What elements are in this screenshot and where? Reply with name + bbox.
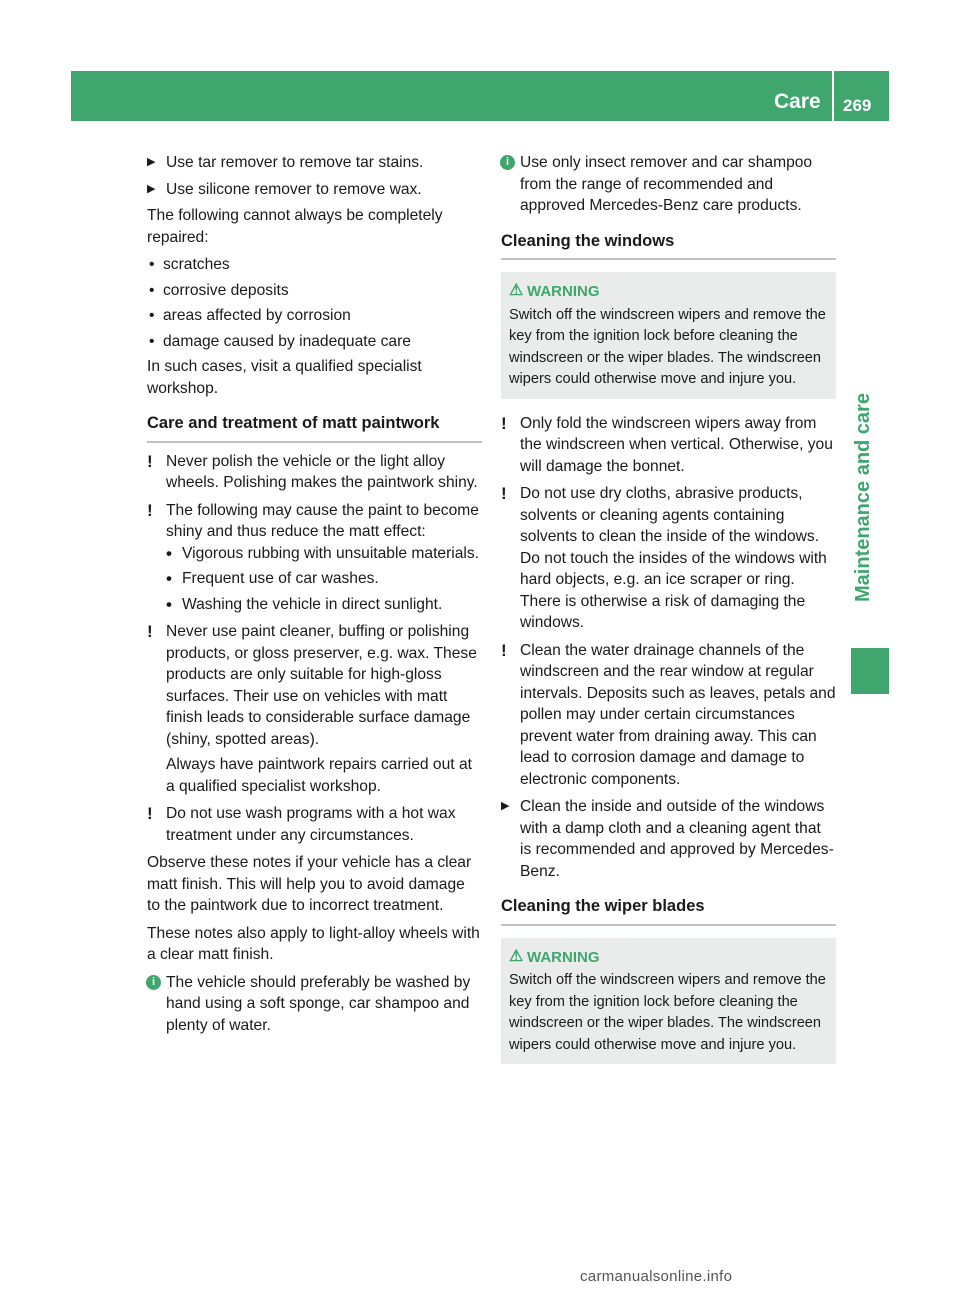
list-item: • damage caused by inadequate care [147,331,482,353]
side-tab-label: Maintenance and care [852,393,874,602]
info-icon: i [146,975,161,990]
list-item: • areas affected by corrosion [147,305,482,327]
paragraph: Observe these notes if your vehicle has a clear matt finish. This will help you to avoid damage to the paintwork due to incorrect treatment. [147,854,472,914]
arrow-icon: ▶ [501,800,510,812]
caution-note: ! The following may cause the paint to become shiny and thus reduce the matt effect: • Vigorous rubbing with unsuitable materials. • Frequent use of car washes. • Washing the vehicle in direct sunlight. [147,500,482,616]
heading-cleaning-windows: Cleaning the windows [501,231,836,261]
warning-triangle-icon: ⚠ [509,282,524,299]
bullet-icon: • [149,256,155,273]
header-bar [71,71,889,121]
instruction-step: ▶ Clean the inside and outside of the windows with a damp cloth and a cleaning agent that is recommended and approved by Mercedes-Benz. [501,798,834,880]
exclamation-icon: ! [147,500,153,520]
paragraph: The following cannot always be completely repaired: [147,207,443,246]
caution-note: ! Never use paint cleaner, buffing or polishing products, or gloss preserver, e.g. wax. These products are only suitable for high-gloss surfaces. Their use on vehicles with matt finish leads to considerable surface damage (shiny, spotted areas). Always have paintwork repairs carried out at a qualified specialist workshop. [147,622,477,795]
exclamation-icon: ! [501,484,507,503]
exclamation-icon: ! [147,622,153,641]
bullet-icon: • [166,594,172,614]
page-number: 269 [843,96,872,115]
bullet-icon: • [166,543,172,563]
instruction-step: ▶ Use tar remover to remove tar stains. [147,152,482,174]
right-column [501,152,836,1078]
left-column [147,152,482,1042]
header-divider [832,71,834,121]
list-item: • Vigorous rubbing with unsuitable materials. [166,543,480,563]
warning-title: ⚠ WARNING [509,947,600,966]
caution-note: ! Only fold the windscreen wipers away from the windscreen when vertical. Otherwise, you will damage the bonnet. [501,413,833,475]
arrow-icon: ▶ [147,156,156,168]
heading-cleaning-wiper-blades: Cleaning the wiper blades [501,896,836,926]
warning-triangle-icon: ⚠ [509,947,524,965]
bullet-icon: • [149,281,155,299]
arrow-icon: ▶ [147,182,156,195]
list-item: • Washing the vehicle in direct sunlight. [166,594,443,614]
paragraph: In such cases, visit a qualified specialist workshop. [147,358,422,397]
exclamation-icon: ! [147,451,153,471]
caution-note: ! Never polish the vehicle or the light alloy wheels. Polishing makes the paintwork shiny. [147,451,478,491]
exclamation-icon: ! [147,804,153,823]
paragraph: These notes also apply to light-alloy wheels with a clear matt finish. [147,924,480,963]
info-note: i The vehicle should preferably be washed by hand using a soft sponge, car shampoo and plenty of water. [147,972,482,1037]
caution-note: ! Do not use dry cloths, abrasive products, solvents or cleaning agents containing solvents to clean the inside of the windows. Do not touch the insides of the windows with hard objects, e.g. an ice scraper or ring. There is otherwise a risk of damaging the windows. [501,484,827,631]
bullet-icon: • [149,307,155,324]
exclamation-icon: ! [501,640,507,660]
instruction-step: ▶ Use silicone remover to remove wax. [147,179,482,201]
section-title: Care [774,90,821,113]
watermark: carmanualsonline.info [580,1268,733,1285]
warning-box [501,938,836,1065]
caution-note: ! Do not use wash programs with a hot wax treatment under any circumstances. [147,804,456,844]
warning-title: ⚠ WARNING [509,282,600,300]
list-item: • Frequent use of car washes. [166,569,379,588]
list-item: • scratches [147,254,482,276]
side-tab-marker [851,648,889,694]
info-icon: i [500,155,515,170]
exclamation-icon: ! [501,413,507,433]
bullet-icon: • [149,332,155,350]
info-note: i Use only insect remover and car shampoo from the range of recommended and approved Mercedes-Benz care products. [501,152,836,217]
warning-text: Switch off the windscreen wipers and remove the key from the ignition lock before cleaning the windscreen or the wiper blades. The windscreen wipers could otherwise move and injure you. [509,972,826,1053]
heading-matt-paintwork: Care and treatment of matt paintwork [147,413,482,443]
bullet-icon: • [166,569,172,588]
list-item: • corrosive deposits [147,280,482,302]
warning-text: Switch off the windscreen wipers and remove the key from the ignition lock before cleaning the windscreen or the wiper blades. The windscreen wipers could otherwise move and injure you. [509,306,826,387]
warning-box [501,272,836,399]
caution-note: ! Clean the water drainage channels of the windscreen and the rear window at regular intervals. Deposits such as leaves, petals and pollen may under certain circumstances prevent water from draining away. This can lead to corrosion damage and damage to electronic components. [501,640,836,788]
